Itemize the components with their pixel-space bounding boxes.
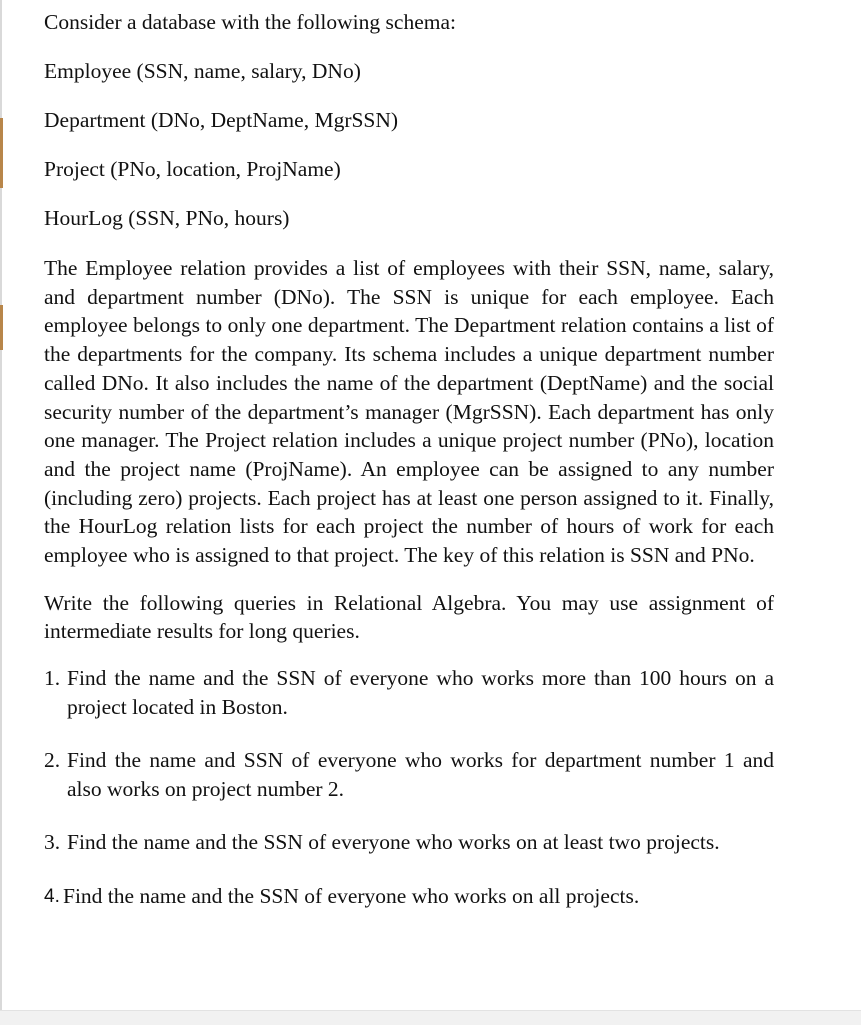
bottom-page-shade	[0, 1010, 861, 1025]
question-text: Find the name and the SSN of everyone who works more than 100 hours on a project located in Boston.	[67, 666, 774, 720]
instructions-paragraph: Write the following queries in Relational Algebra. You may use assignment of intermediate results for long queries.	[44, 590, 774, 644]
left-edge-mark	[0, 118, 3, 188]
description-paragraph: The Employee relation provides a list of employees with their SSN, name, salary, and department number (DNo). The SSN is unique for each employee. Each employee belongs to only one department. The Department relation contains a list of the departments for the company. Its schema includes a unique department number called DNo. It also includes the name of the department (DeptName) and the social security number of the department’s manager (MgrSSN). Each department has only one manager. The Project relation includes a unique project number (PNo), location and the project name (ProjName). An employee can be assigned to any number (including zero) projects. Each project has at least one person assigned to it. Finally, the HourLog relation lists for each project the number of hours of work for each employee who is assigned to that project. The key of this relation is SSN and PNo.	[44, 256, 774, 568]
question-text: Find the name and the SSN of everyone who works on all projects.	[63, 884, 640, 909]
schema-department: Department (DNo, DeptName, MgrSSN)	[44, 108, 399, 132]
document-body	[44, 6, 774, 911]
question-number: 3.	[44, 830, 61, 855]
question-number: 2.	[44, 748, 61, 773]
question-item	[44, 882, 774, 911]
schema-project: Project (PNo, location, ProjName)	[44, 157, 341, 181]
left-edge-mark	[0, 305, 3, 350]
schema-hourlog: HourLog (SSN, PNo, hours)	[44, 206, 290, 230]
question-item	[44, 664, 774, 722]
intro-line: Consider a database with the following schema:	[44, 10, 456, 34]
schema-employee: Employee (SSN, name, salary, DNo)	[44, 59, 361, 83]
question-number: 1.	[44, 666, 61, 691]
question-list	[44, 664, 774, 911]
question-item	[44, 746, 774, 804]
question-number: 4.	[44, 886, 60, 908]
question-text: Find the name and SSN of everyone who works for department number 1 and also works on project number 2.	[67, 748, 774, 802]
question-item	[44, 828, 774, 857]
question-text: Find the name and the SSN of everyone who works on at least two projects.	[67, 830, 720, 855]
